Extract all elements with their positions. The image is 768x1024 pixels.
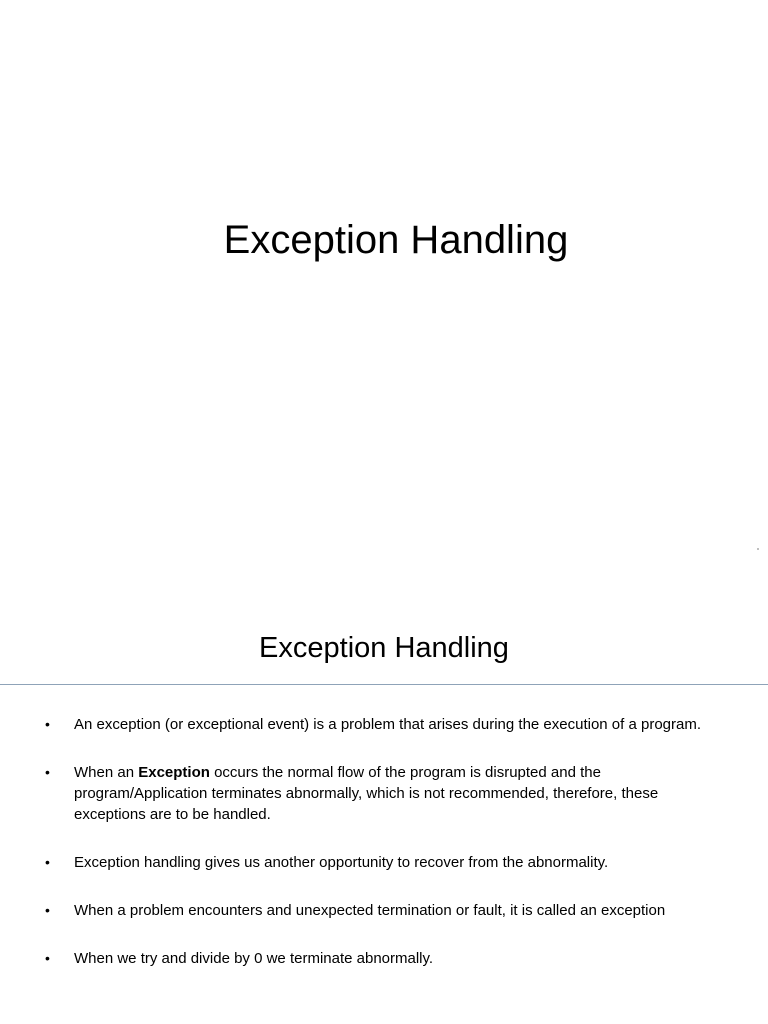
bullet-icon: •	[45, 950, 50, 966]
bullet-item	[0, 948, 768, 969]
bullet-text: When we try and divide by 0 we terminate abnormally.	[74, 950, 434, 967]
bullet-list	[0, 714, 768, 996]
section-title: Exception Handling	[259, 632, 509, 664]
bullet-icon: •	[45, 716, 50, 732]
slide-title: Exception Handling	[223, 218, 569, 262]
bullet-icon: •	[45, 764, 50, 780]
bullet-item	[0, 852, 768, 873]
bullet-text: When an Exception occurs the normal flow of the program is disrupted and the program/Application terminates abnormally, which is not recommended, therefore, these exceptions are to be handled.	[74, 764, 659, 823]
bullet-item	[0, 762, 768, 825]
bullet-item	[0, 714, 768, 735]
bullet-item	[0, 900, 768, 921]
bullet-icon: •	[45, 902, 50, 918]
bullet-icon: •	[45, 854, 50, 870]
bullet-text: Exception handling gives us another opportunity to recover from the abnormality.	[74, 854, 609, 871]
title-divider	[0, 684, 768, 685]
bullet-text: An exception (or exceptional event) is a problem that arises during the execution of a program.	[74, 716, 702, 733]
edge-mark	[757, 548, 759, 550]
bullet-text: When a problem encounters and unexpected termination or fault, it is called an exception	[74, 902, 666, 919]
emphasis-text: Exception	[138, 764, 210, 781]
